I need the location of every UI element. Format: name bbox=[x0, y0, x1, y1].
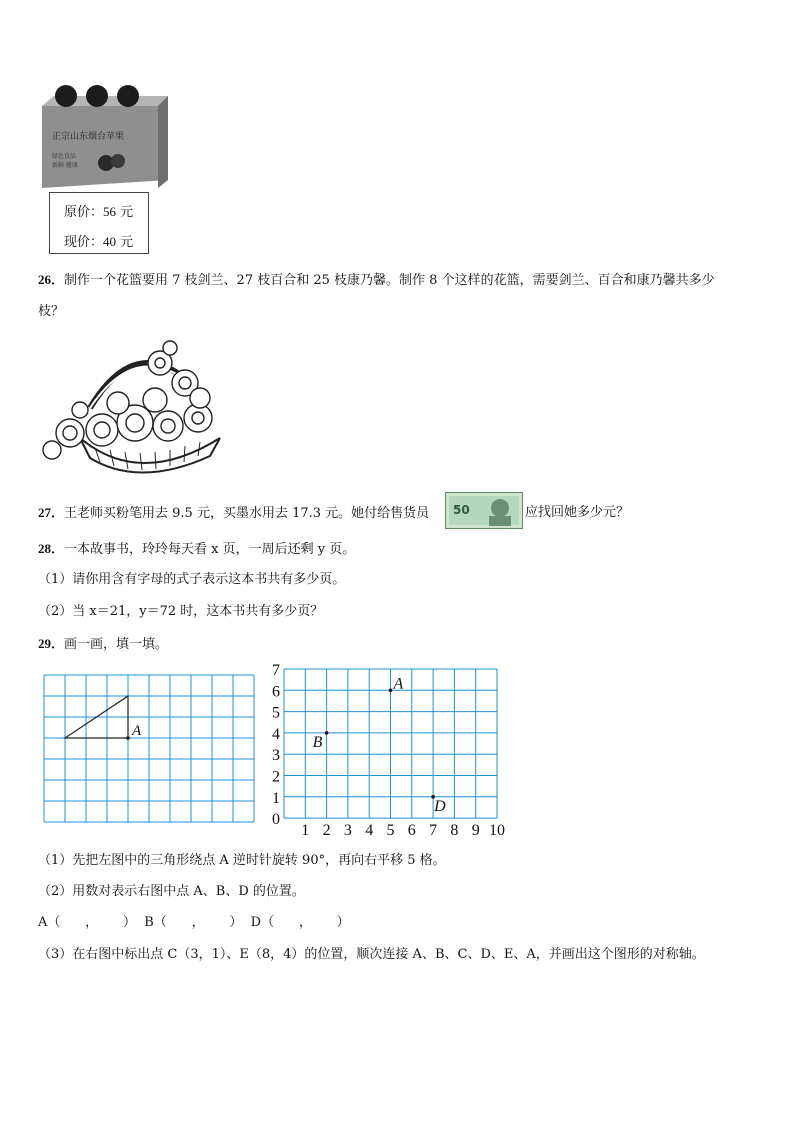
point-b-label: B bbox=[312, 733, 323, 751]
q26-number: 26． bbox=[38, 272, 65, 287]
right-grid-figure bbox=[266, 660, 516, 845]
original-price-value: 56 bbox=[103, 204, 117, 219]
current-price bbox=[64, 231, 133, 250]
y-tick-label: 4 bbox=[272, 725, 280, 743]
x-tick-label: 4 bbox=[365, 822, 374, 840]
q29-stem: 画一画，填一填。 bbox=[64, 637, 169, 652]
x-tick-label: 8 bbox=[450, 822, 459, 840]
left-grid-figure bbox=[42, 673, 262, 828]
apple-logo-icon-2 bbox=[111, 154, 125, 168]
banknote-value: 50 bbox=[453, 503, 470, 517]
q29-part3: （3）在右图中标出点 C（3，1）、E（8，4）的位置，顺次连接 A、B、C、D、E、A，并画出这个图形的对称轴。 bbox=[38, 947, 705, 962]
q29-part2: （2）用数对表示右图中点 A、B、D 的位置。 bbox=[38, 884, 305, 899]
q28-part1: （1）请你用含有字母的式子表示这本书共有多少页。 bbox=[38, 572, 346, 587]
box-side bbox=[158, 96, 168, 188]
q29-stem-line bbox=[38, 636, 168, 653]
banknote-50-icon bbox=[445, 492, 523, 529]
y-tick-label: 7 bbox=[272, 662, 280, 679]
q29-number: 29． bbox=[38, 636, 65, 651]
x-tick-label: 7 bbox=[429, 822, 438, 840]
q27-text-before: 王老师买粉笔用去 9.5 元，买墨水用去 17.3 元。她付给售货员 bbox=[64, 506, 430, 521]
point-a-dot bbox=[389, 689, 393, 693]
q27-text-after: 应找回她多少元？ bbox=[525, 505, 630, 520]
q26-text: 制作一个花篮要用 7 枝剑兰、27 枝百合和 25 枝康乃馨。制作 8 个这样的花篮，需要剑兰、百合和康乃馨共多少 bbox=[64, 273, 715, 288]
x-tick-label: 2 bbox=[322, 822, 331, 840]
price-box bbox=[49, 192, 149, 254]
right-grid-ticks bbox=[272, 662, 505, 839]
y-tick-label: 3 bbox=[272, 747, 280, 765]
point-a-label: A bbox=[132, 723, 142, 739]
y-tick-label: 0 bbox=[272, 811, 280, 829]
current-price-unit: 元 bbox=[120, 235, 134, 250]
box-label: 正宗山东烟台苹果 bbox=[52, 132, 125, 142]
q28-number: 28． bbox=[38, 541, 65, 556]
point-d-label: D bbox=[434, 797, 446, 815]
q29-answer-line: A（ ， ） B（ ， ） D（ ， ） bbox=[38, 915, 350, 930]
y-tick-label: 6 bbox=[272, 683, 280, 701]
point-b-dot bbox=[325, 731, 329, 735]
apple-3-icon bbox=[117, 85, 139, 107]
point-a-dot bbox=[126, 736, 130, 740]
q26-line2: 枝？ bbox=[38, 304, 65, 319]
box-small-text-2: 新鲜 健康 bbox=[52, 162, 78, 169]
point-a-label: A bbox=[393, 675, 404, 693]
q28-stem-line bbox=[38, 541, 355, 558]
flowers-icon bbox=[43, 341, 212, 459]
original-price bbox=[64, 201, 133, 220]
q28-stem: 一本故事书，玲玲每天看 x 页，一周后还剩 y 页。 bbox=[64, 542, 356, 557]
q27-line bbox=[38, 505, 429, 522]
apple-1-icon bbox=[55, 85, 77, 107]
right-grid-points bbox=[313, 675, 447, 815]
x-tick-label: 6 bbox=[407, 822, 416, 840]
x-tick-label: 3 bbox=[343, 822, 352, 840]
apple-2-icon bbox=[86, 85, 108, 107]
x-tick-label: 1 bbox=[301, 822, 310, 840]
portrait-icon bbox=[491, 499, 509, 517]
original-price-label: 原价： bbox=[64, 205, 104, 220]
y-tick-label: 2 bbox=[272, 768, 280, 786]
box-front bbox=[42, 96, 168, 188]
box-small-text-1: 绿色食品 bbox=[52, 153, 77, 160]
y-tick-label: 5 bbox=[272, 704, 280, 722]
q29-part1: （1）先把左图中的三角形绕点 A 逆时针旋转 90°，再向右平移 5 格。 bbox=[38, 853, 446, 868]
current-price-value: 40 bbox=[103, 234, 117, 249]
x-tick-label: 5 bbox=[386, 822, 395, 840]
y-tick-label: 1 bbox=[272, 789, 280, 807]
q27-number: 27． bbox=[38, 505, 65, 520]
original-price-unit: 元 bbox=[120, 205, 134, 220]
left-grid-lines bbox=[44, 675, 254, 822]
apple-box-illustration bbox=[40, 84, 170, 190]
flower-basket-illustration bbox=[40, 338, 225, 483]
x-tick-label: 10 bbox=[489, 822, 505, 840]
q26-line1 bbox=[38, 272, 715, 289]
q28-part2: （2）当 x＝21，y＝72 时，这本书共有多少页？ bbox=[38, 604, 324, 619]
x-tick-label: 9 bbox=[471, 822, 480, 840]
current-price-label: 现价： bbox=[64, 235, 104, 250]
